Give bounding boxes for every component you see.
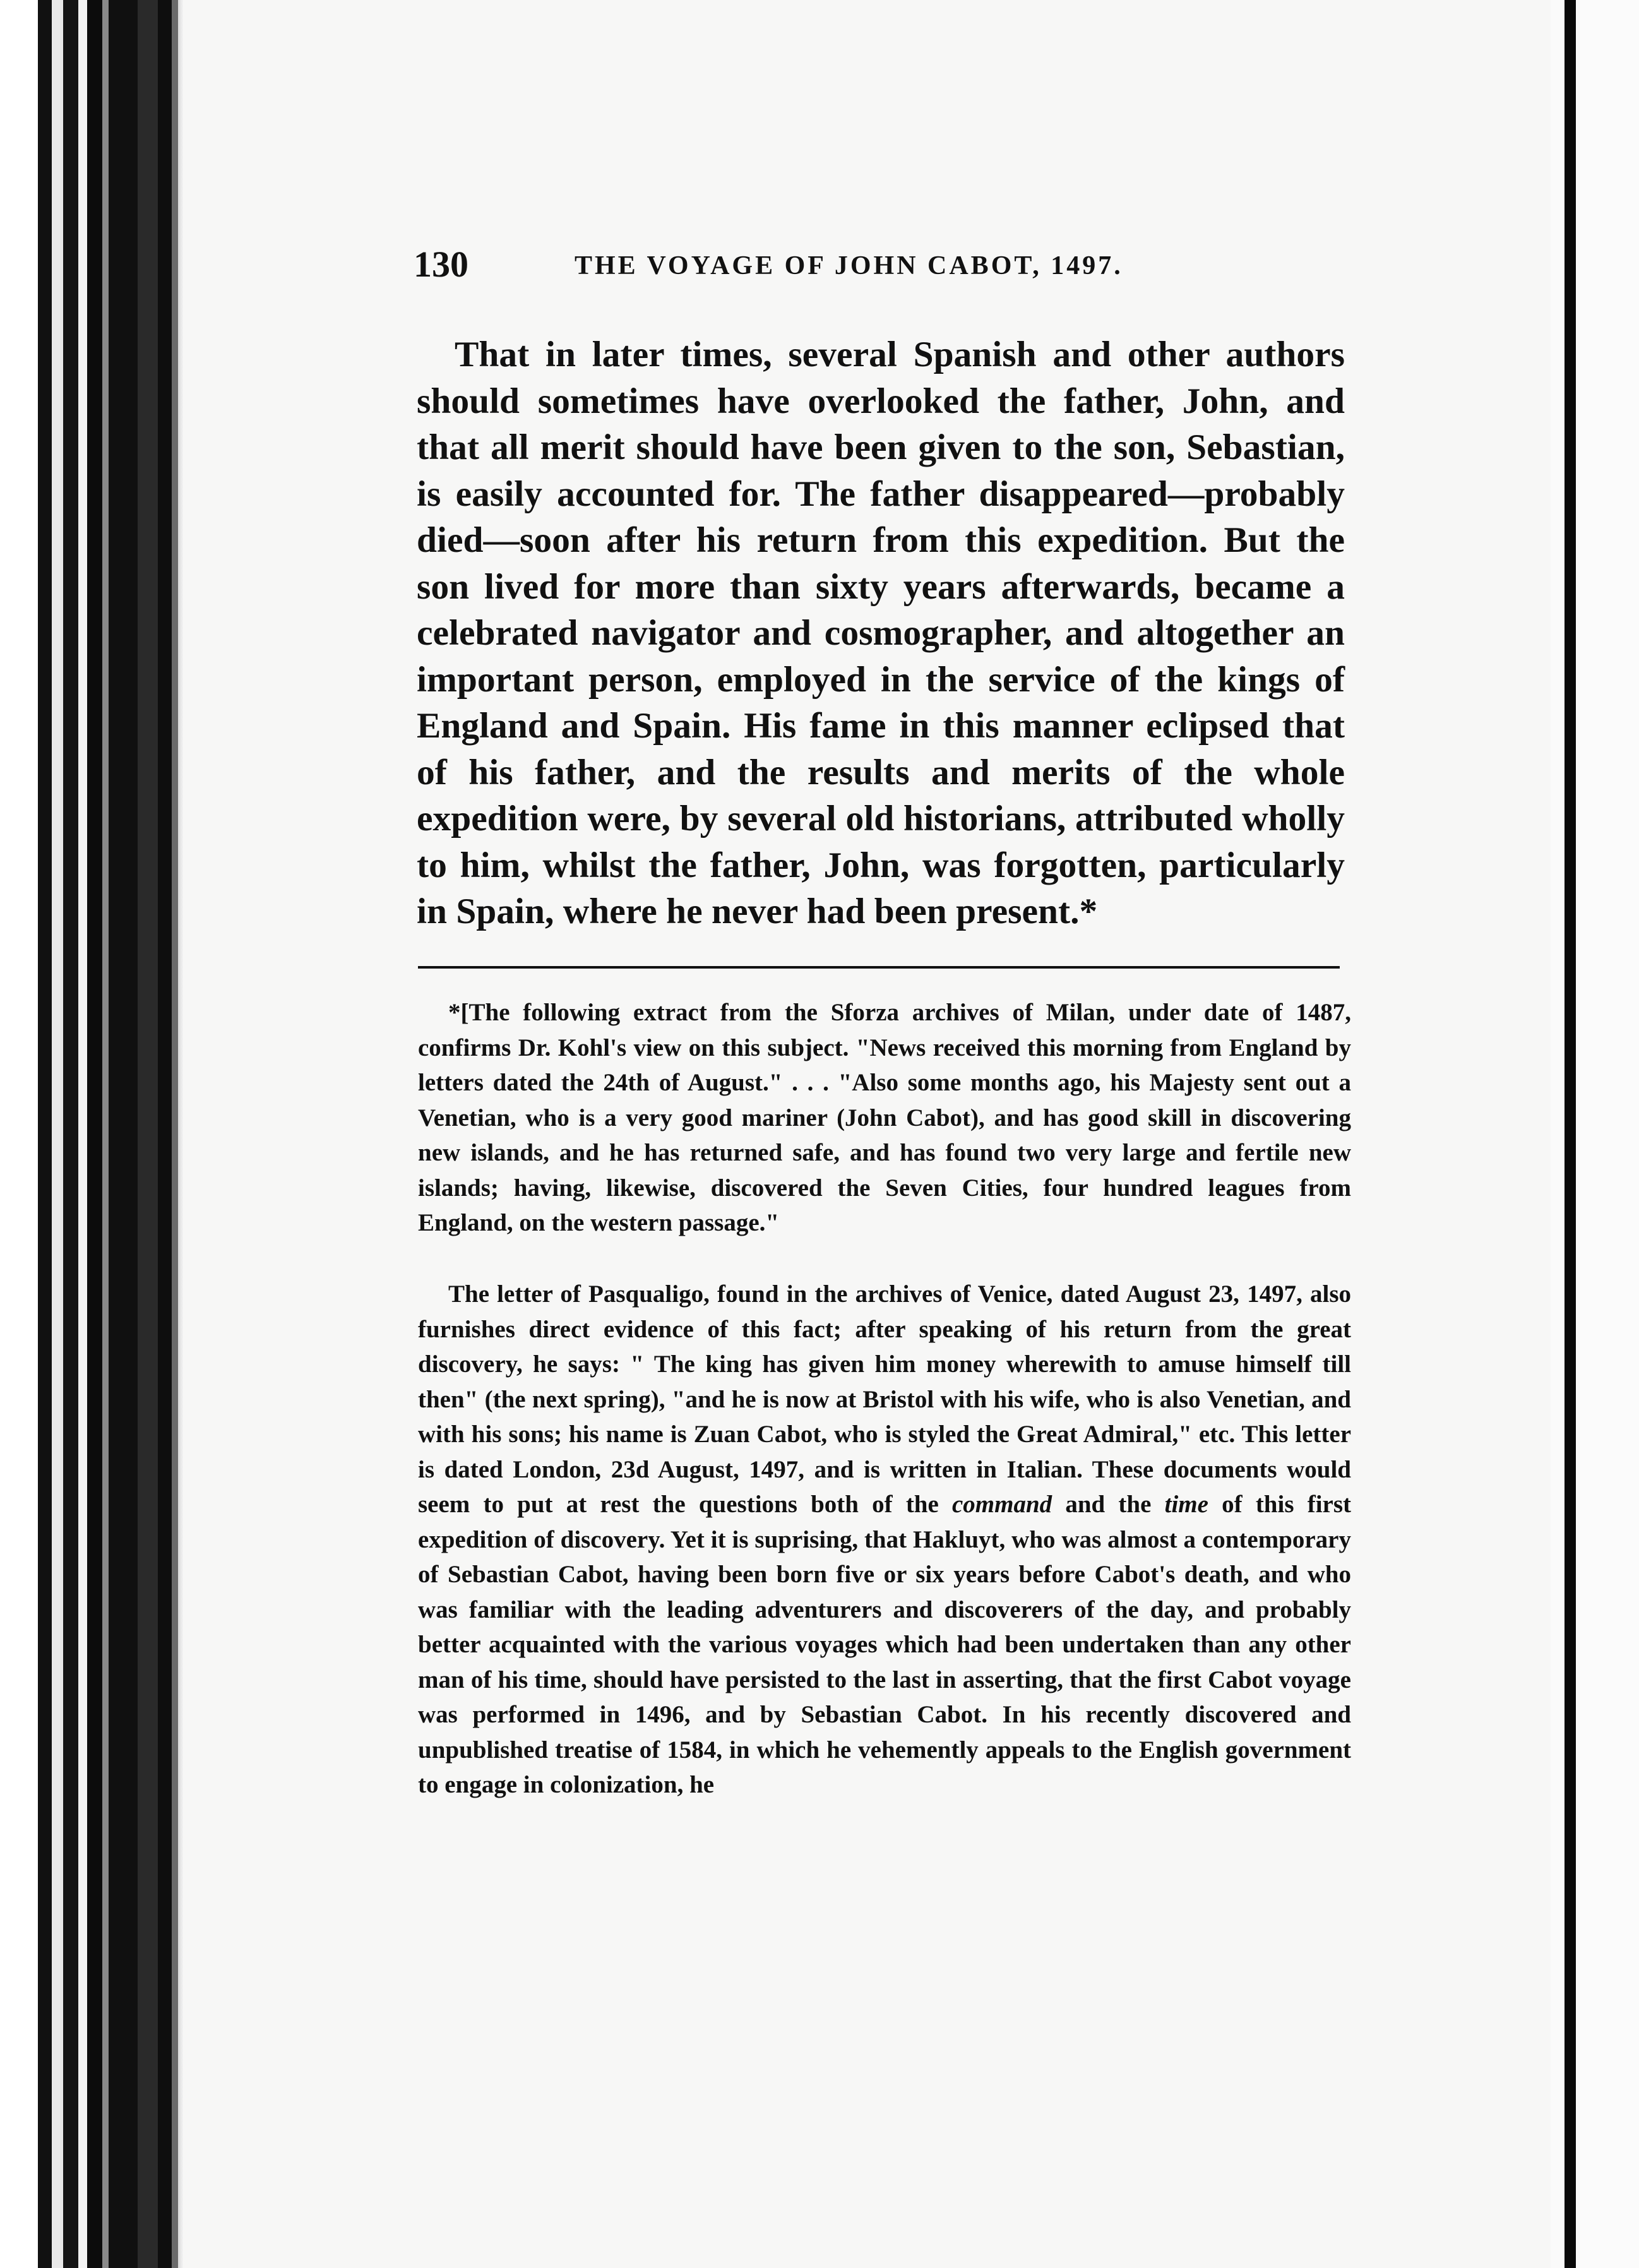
running-title: THE VOYAGE OF JOHN CABOT, 1497. [575,251,1123,280]
footnote-paragraph-2 [418,1277,1351,1803]
running-head [414,243,1203,294]
page-number: 130 [414,244,468,285]
emphasis-time: time [1164,1491,1208,1518]
footnote-2-conjunction: and the [1052,1491,1165,1518]
footnote-2-text-b: of this first expedition of discovery. Yet it is suprising, that Hakluyt, who was almost a contemporary of Sebastian Cabot, having been born five or six years before Cabot's death, and who was familiar with the leading adventurers and discoverers of the day, and probably better acquainted with the various voyages which had been undertaken than any other man of his time, should have persisted to the last in asserting, that the first Cabot voyage was performed in 1496, and by Sebastian Cabot. In his recently discovered and unpublished treatise of 1584, in which he vehemently appeals to the English government to engage in colonization, he [418,1491,1351,1798]
adjacent-page-edge [1551,0,1639,2268]
footnote-2-text-a: The letter of Pasqualigo, found in the archives of Venice, dated August 23, 1497, also furnishes direct evidence of this fact; after speaking of his return from the great discovery, he says: " The king has given him money wherewith to amuse himself till then" (the next spring), "and he is now at Bristol with his wife, who is also Venetian, and with his sons; his name is Zuan Cabot, who is styled the Great Admiral," etc. This letter is dated London, 23d August, 1497, and is written in Italian. These documents would seem to put at rest the questions both of the [418,1280,1351,1518]
emphasis-command: command [952,1491,1052,1518]
book-binding-edge [0,0,183,2268]
body-paragraph: That in later times, several Spanish and other authors should sometimes have overlooked the father, John, and that all merit should have been given to the son, Sebastian, is easily accounted for. The father disappeared—probably died—soon after his return from this expedition. But the son lived for more than sixty years afterwards, became a celebrated navigator and cosmographer, and altogether an important person, employed in the service of the kings of England and Spain. His fame in this manner eclipsed that of his father, and the results and merits of the whole expedition were, by several old historians, attributed wholly to him, whilst the father, John, was forgotten, particularly in Spain, where he never had been present.* [417,335,1345,931]
footnote-paragraph-1: *[The following extract from the Sforza archives of Milan, under date of 1487, confirms Dr. Kohl's view on this subject. "News received this morning from England by letters dated the 24th of August." . . . "Also some months ago, his Majesty sent out a Venetian, who is a very good mariner (John Cabot), and has good skill in discovering new islands, and he has returned safe, and has found two very large and fertile new islands; having, likewise, discovered the Seven Cities, four hundred leagues from England, on the western passage." [418,999,1351,1236]
footnote-divider [418,966,1340,969]
